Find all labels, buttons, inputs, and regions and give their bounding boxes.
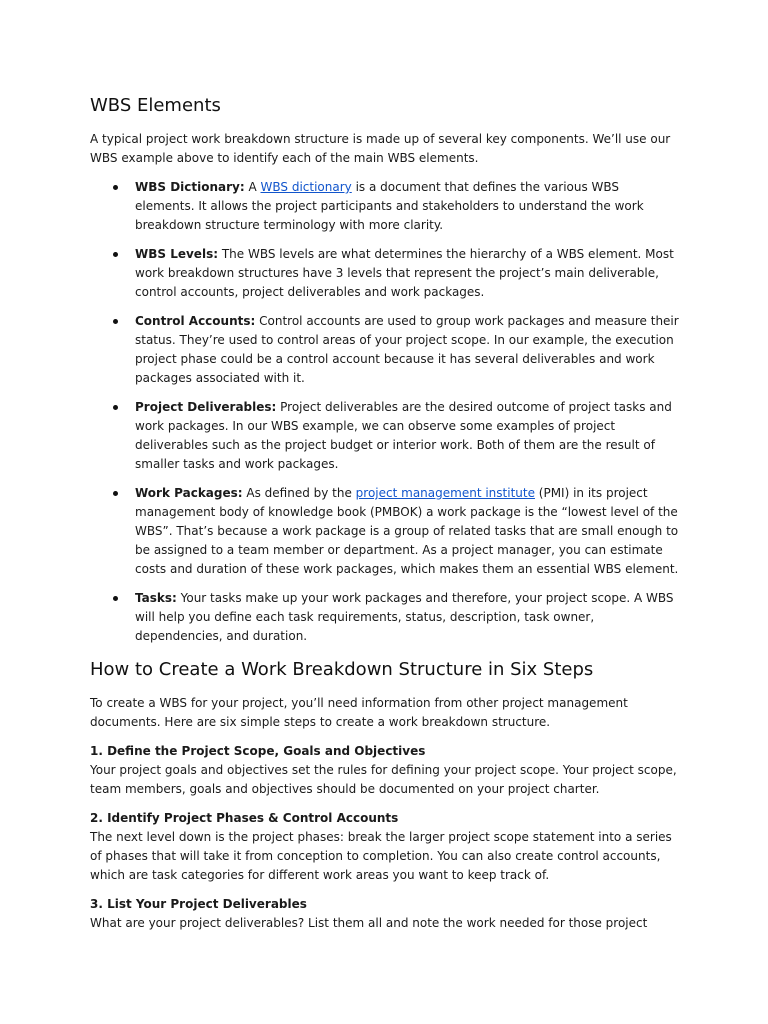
bullet-dot-icon xyxy=(113,252,118,257)
list-item-work-packages xyxy=(90,484,682,579)
pmi-link[interactable]: project management institute xyxy=(355,486,535,500)
wbs-elements-list xyxy=(90,178,682,646)
item-text: The WBS levels are what determines the hierarchy of a WBS element. Most work breakdown structures have 3 levels that represent the project’s main deliverable, control accounts, project deliverables and work packages. xyxy=(135,247,674,299)
item-text: is a document that defines the various WBS elements. It allows the project participants and stakeholders to understand the work breakdown structure terminology with more clarity. xyxy=(135,180,644,232)
item-text: As defined by the xyxy=(242,486,356,500)
list-item-wbs-dictionary xyxy=(90,178,682,235)
step-text: The next level down is the project phases: break the larger project scope statement into a series of phases that will take it from conception to completion. You can also create control accounts, which are task categories for different work areas you want to keep track of. xyxy=(90,830,672,882)
item-text: Your tasks make up your work packages and therefore, your project scope. A WBS will help you define each task requirements, status, description, task owner, dependencies, and duration. xyxy=(135,591,674,643)
item-text: A xyxy=(244,180,261,194)
step-title: 3. List Your Project Deliverables xyxy=(90,897,307,911)
steps-intro-paragraph: To create a WBS for your project, you’ll need information from other project management documents. Here are six simple steps to create a work breakdown structure. xyxy=(90,696,628,729)
term-label: WBS Levels: xyxy=(135,247,219,261)
section-intro-paragraph: A typical project work breakdown structure is made up of several key components. We’ll use our WBS example above to identify each of the main WBS elements. xyxy=(90,132,671,165)
term-label: Work Packages: xyxy=(135,486,243,500)
list-item-control-accounts xyxy=(90,312,682,388)
step-title: 1. Define the Project Scope, Goals and Objectives xyxy=(90,744,426,758)
section-heading-six-steps: How to Create a Work Breakdown Structure in Six Steps xyxy=(90,659,594,680)
bullet-dot-icon xyxy=(113,319,118,324)
step-1 xyxy=(90,742,682,799)
bullet-dot-icon xyxy=(113,491,118,496)
bullet-dot-icon xyxy=(113,596,118,601)
item-text: Project deliverables are the desired outcome of project tasks and work packages. In our WBS example, we can observe some examples of project deliverables such as the project budget or interior work. Both of them are the result of smaller tasks and work packages. xyxy=(135,400,672,471)
wbs-dictionary-link[interactable]: WBS dictionary xyxy=(260,180,352,194)
term-label: Control Accounts: xyxy=(135,314,256,328)
term-label: Project Deliverables: xyxy=(135,400,277,414)
list-item-project-deliverables xyxy=(90,398,682,474)
step-text: Your project goals and objectives set the rules for defining your project scope. Your project scope, team members, goals and objectives should be documented on your project charter. xyxy=(90,763,677,796)
item-text: Control accounts are used to group work packages and measure their status. They’re used to control areas of your project scope. In our example, the execution project phase could be a control account because it has several deliverables and work packages associated with it. xyxy=(135,314,679,385)
step-2 xyxy=(90,809,682,885)
term-label: WBS Dictionary: xyxy=(135,180,245,194)
bullet-dot-icon xyxy=(113,405,118,410)
step-title: 2. Identify Project Phases & Control Accounts xyxy=(90,811,399,825)
step-text: What are your project deliverables? List them all and note the work needed for those project xyxy=(90,916,648,930)
section-heading-wbs-elements: WBS Elements xyxy=(90,95,221,116)
item-text: (PMI) in its project management body of knowledge book (PMBOK) a work package is the “lowest level of the WBS”. That’s because a work package is a group of related tasks that are small enough to be assigned to a team member or department. As a project manager, you can estimate costs and duration of these work packages, which makes them an essential WBS element. xyxy=(135,486,679,576)
step-3 xyxy=(90,895,682,933)
term-label: Tasks: xyxy=(135,591,177,605)
list-item-wbs-levels xyxy=(90,245,682,302)
list-item-tasks xyxy=(90,589,682,646)
bullet-dot-icon xyxy=(113,185,118,190)
